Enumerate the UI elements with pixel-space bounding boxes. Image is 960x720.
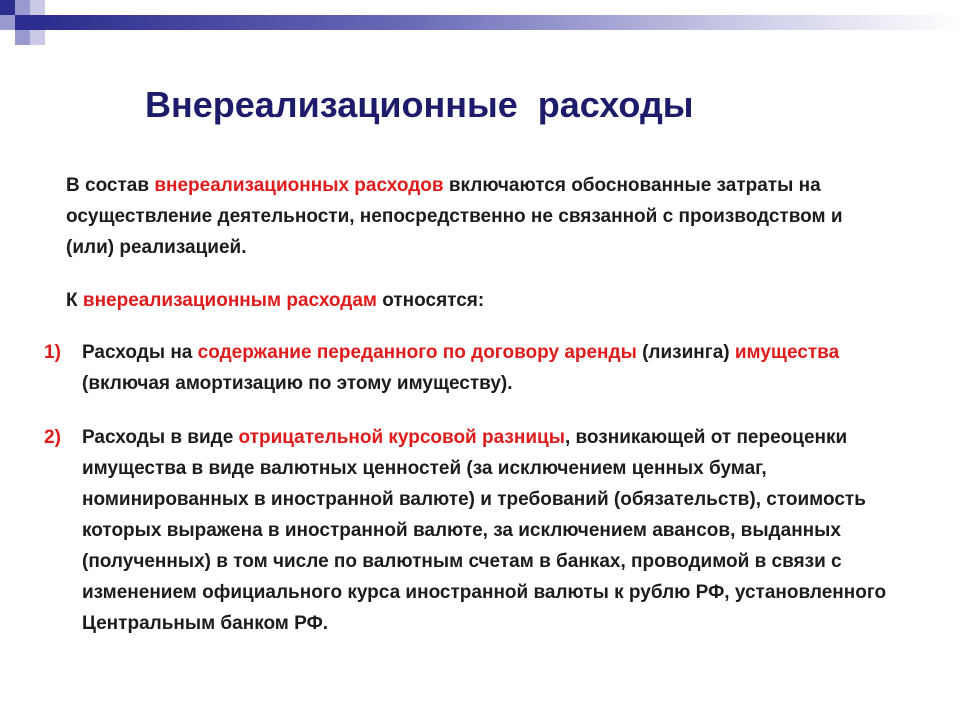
deco-square <box>15 15 30 30</box>
deco-square <box>0 0 15 15</box>
deco-square <box>15 30 30 45</box>
deco-square <box>30 0 45 15</box>
list-item-number: 2) <box>44 427 61 448</box>
list-heading-text-1: К <box>66 290 83 311</box>
list-heading <box>66 285 866 316</box>
list-item-1 <box>44 337 944 407</box>
slide-title: Внереализационные расходы <box>145 84 694 125</box>
list-item-number: 1) <box>44 342 61 363</box>
intro-text-1: В состав <box>66 175 155 196</box>
item2-text-1: Расходы в виде <box>82 427 239 448</box>
item1-text-2: (лизинга) <box>636 342 735 363</box>
item2-text-2: , возникающей от переоценки имущества в виде валютных ценностей (за исключением ценных бумаг, номинированных в иностранной валюте) и требований (обязательств), стоимость которых выражена в иностранной валюте, за исключением авансов, выданных (полученных) в том числе по валютным счетам в банках, проводимой в связи с изменением официального курса иностранной валюты к рублю РФ, установленного Центральным банком РФ. <box>82 427 887 634</box>
item1-highlight-1: содержание переданного по договору аренды <box>197 342 637 363</box>
list-item-text <box>82 337 932 399</box>
list-heading-highlight: внереализационным расходам <box>82 290 377 311</box>
deco-square <box>30 15 45 30</box>
intro-text-2: включаются обоснованные затраты на осуществление деятельности, непосредственно не связанной с производством и (или) реализацией. <box>66 175 843 258</box>
list-heading-text-2: относятся: <box>376 290 485 311</box>
deco-square <box>0 15 15 30</box>
item1-highlight-2: имущества <box>734 342 840 363</box>
deco-square <box>30 30 45 45</box>
item1-text-1: Расходы на <box>82 342 198 363</box>
list-item-text <box>82 422 932 639</box>
deco-square <box>15 0 30 15</box>
item1-text-3: (включая амортизацию по этому имуществу). <box>82 373 513 394</box>
item2-highlight-1: отрицательной курсовой разницы <box>238 427 565 448</box>
list-item-2 <box>44 422 944 662</box>
header-decoration <box>0 0 960 60</box>
header-gradient-bar <box>44 15 960 30</box>
intro-highlight: внереализационных расходов <box>154 175 444 196</box>
intro-paragraph <box>66 170 866 263</box>
